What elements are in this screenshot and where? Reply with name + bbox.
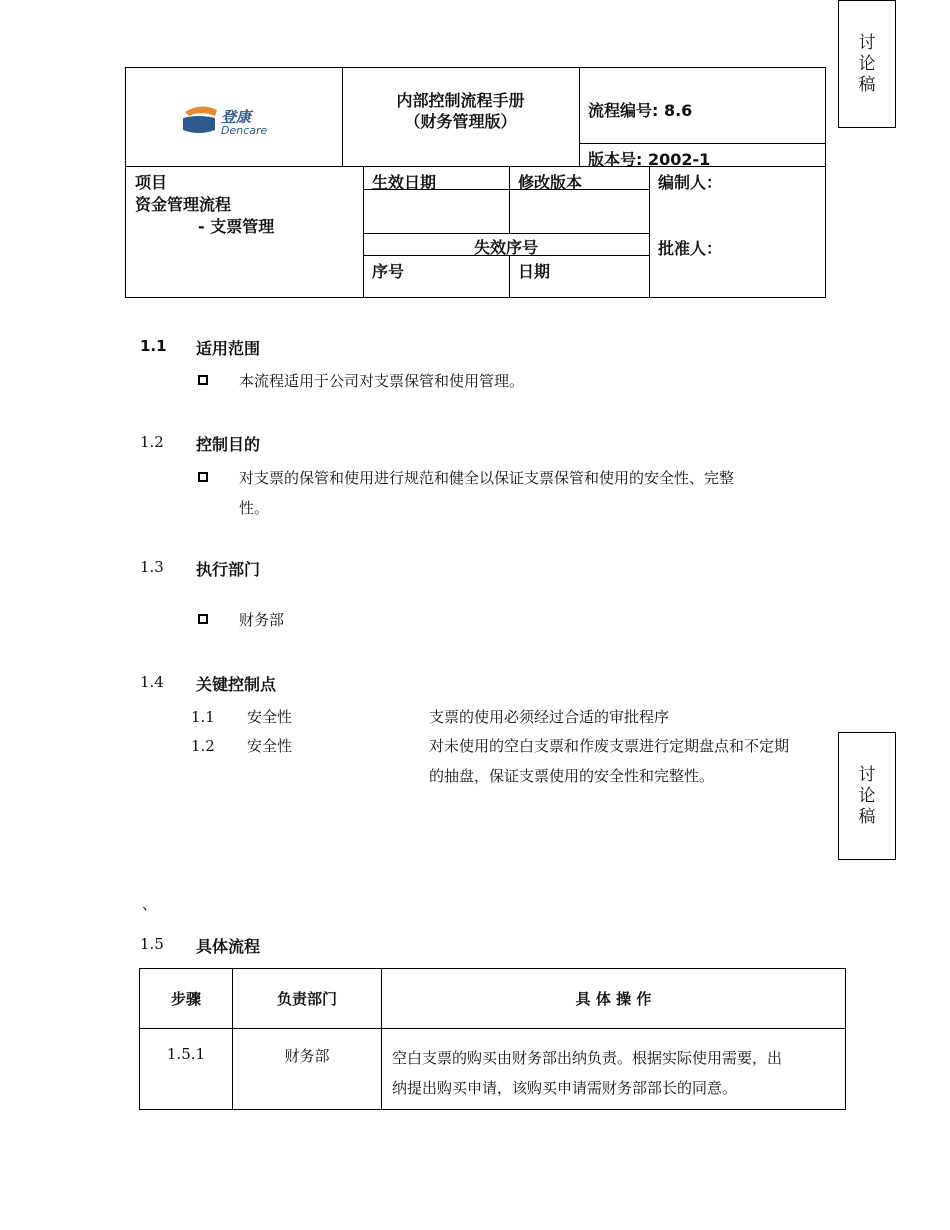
section-number: 1.1 — [140, 337, 167, 355]
table-header-row — [140, 969, 846, 1029]
control-point-desc: 支票的使用必须经过合适的审批程序 — [429, 708, 670, 726]
header-step: 步骤 — [140, 969, 233, 1029]
control-point-desc: 对未使用的空白支票和作废支票进行定期盘点和不定期 — [429, 737, 790, 755]
section-number: 1.5 — [140, 935, 164, 953]
bullet-box-icon — [198, 375, 208, 385]
row-operation-line1: 空白支票的购买由财务部出纳负责。根据实际使用需要，出 — [392, 1049, 783, 1067]
stamp-char: 稿 — [858, 74, 876, 95]
item-value-sub: - 支票管理 — [198, 217, 275, 236]
serial-label: 序号 — [372, 262, 405, 281]
row-step: 1.5.1 — [140, 1029, 233, 1110]
draft-stamp-top — [838, 0, 896, 128]
draft-stamp-middle — [838, 732, 896, 860]
stray-mark: 、 — [142, 895, 158, 913]
logo-text: Dencare — [221, 124, 268, 137]
stamp-char: 论 — [858, 785, 876, 806]
department-text: 财务部 — [239, 611, 285, 629]
version-number: 版本号: 2002-1 — [588, 150, 711, 169]
process-number: 流程编号: 8.6 — [588, 101, 693, 120]
section-title: 执行部门 — [196, 560, 261, 579]
row-operation — [382, 1029, 846, 1110]
approver-label: 批准人： — [658, 239, 723, 258]
control-point-name: 安全性 — [247, 737, 293, 755]
section-title: 具体流程 — [196, 937, 261, 956]
logo-mark: 登康 — [221, 108, 252, 126]
item-value-process: 资金管理流程 — [135, 195, 232, 214]
dencare-logo-icon — [181, 104, 221, 136]
bullet-box-icon — [198, 614, 208, 624]
scope-text: 本流程适用于公司对支票保管和使用管理。 — [239, 372, 525, 390]
control-point-desc: 的抽盘，保证支票使用的安全性和完整性。 — [429, 767, 715, 785]
editor-label: 编制人： — [658, 173, 723, 192]
date-label: 日期 — [518, 262, 551, 281]
control-point-name: 安全性 — [247, 708, 293, 726]
invalid-serial-label: 失效序号 — [473, 238, 538, 257]
stamp-char: 论 — [858, 53, 876, 74]
section-title: 控制目的 — [196, 435, 261, 454]
process-table — [139, 968, 846, 1110]
document-header-table — [125, 67, 826, 298]
section-title: 适用范围 — [196, 339, 261, 358]
section-number: 1.3 — [140, 558, 164, 576]
stamp-char: 稿 — [858, 806, 876, 827]
bullet-box-icon — [198, 472, 208, 482]
manual-title: 内部控制流程手册 — [396, 91, 525, 110]
section-number: 1.4 — [140, 673, 164, 691]
control-point-number: 1.2 — [191, 737, 215, 755]
effective-date-label: 生效日期 — [372, 173, 437, 192]
dencare-logo — [181, 104, 281, 138]
row-operation-line2: 纳提出购买申请，该购买申请需财务部部长的同意。 — [392, 1079, 738, 1097]
stamp-char: 讨 — [858, 32, 876, 53]
purpose-text-line1: 对支票的保管和使用进行规范和健全以保证支票保管和使用的安全性、完整 — [239, 469, 735, 487]
manual-subtitle: （财务管理版） — [404, 112, 517, 131]
table-row — [140, 1029, 846, 1110]
stamp-char: 讨 — [858, 764, 876, 785]
header-operation: 具 体 操 作 — [382, 969, 846, 1029]
revision-label: 修改版本 — [518, 173, 583, 192]
control-point-number: 1.1 — [191, 708, 215, 726]
section-number: 1.2 — [140, 433, 164, 451]
section-title: 关键控制点 — [196, 675, 277, 694]
header-department: 负责部门 — [233, 969, 382, 1029]
row-department: 财务部 — [233, 1029, 382, 1110]
item-label: 项目 — [135, 173, 168, 192]
purpose-text-line2: 性。 — [239, 499, 270, 517]
